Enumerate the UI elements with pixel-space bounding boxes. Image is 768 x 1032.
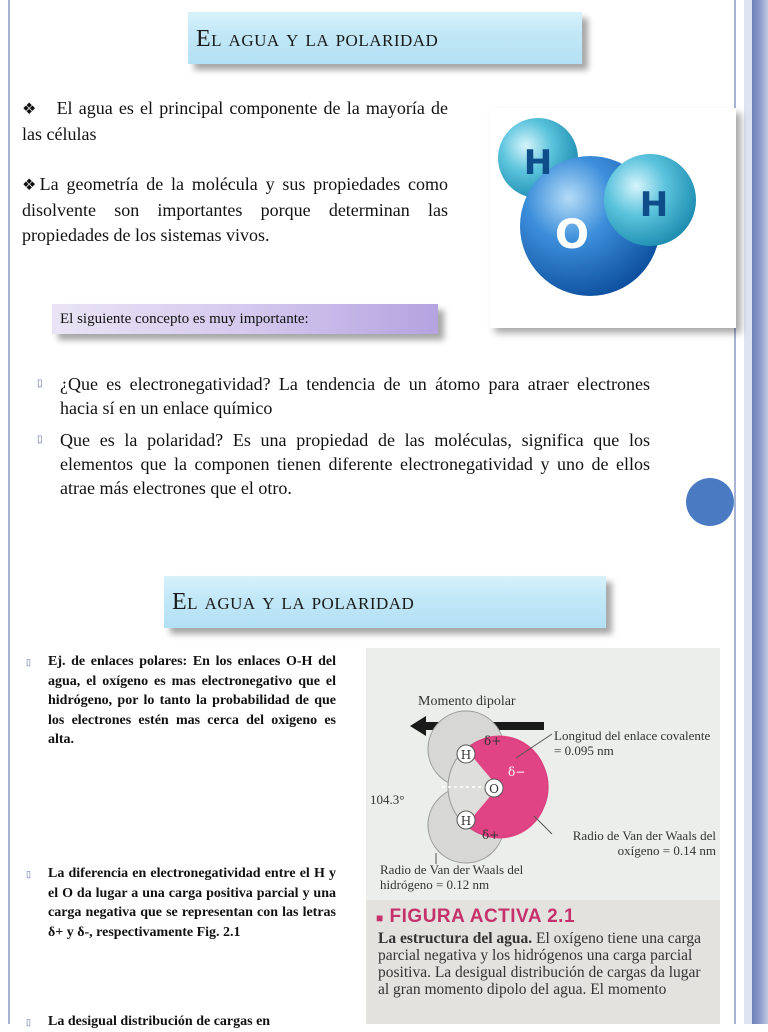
- vdw-hydrogen-label: Radio de Van der Waals del hidrógeno = 0.12 nm: [380, 862, 524, 892]
- question-polarity: Que es la polaridad? Es una propiedad de las moléculas, significa que los elementos que la componen tienen diferente electronegatividad y uno de ellos atrae más electrones que el otro.: [60, 430, 650, 498]
- svg-text:δ+: δ+: [482, 828, 500, 842]
- svg-text:H: H: [523, 143, 553, 183]
- question-electronegativity: ¿Que es electronegatividad? La tendencia de un átomo para atraer electrones hacia sí en un enlace químico: [60, 374, 650, 418]
- figure-caption: La estructura del agua. El oxígeno tiene una carga parcial negativa y los hidrógenos una carga parcial positiva. La desigual distribución de cargas da lugar al gran momento dipolo del agua. El momento: [378, 930, 701, 998]
- slide1-title: El agua y la polaridad: [196, 26, 439, 52]
- water-molecule-icon: [490, 108, 736, 328]
- important-note-box: [52, 304, 438, 334]
- dipole-moment-label: Momento dipolar: [418, 694, 516, 709]
- square-bullet-icon: ▯: [37, 434, 43, 445]
- square-bullet-icon: ▯: [26, 869, 31, 879]
- important-note-text: El siguiente concepto es muy importante:: [60, 311, 309, 327]
- svg-text:O: O: [554, 212, 590, 258]
- figure-heading: ■ FIGURA ACTIVA 2.1: [376, 906, 576, 927]
- svg-text:H: H: [460, 748, 472, 762]
- square-bullet-icon: ▯: [26, 657, 31, 667]
- frame-left-line: [8, 0, 10, 1024]
- slide2-bullet-polar-bonds: Ej. de enlaces polares: En los enlaces O-H del agua, el oxígeno es mas electronegativo que el hidrógeno, por lo tanto la probabilidad de que los electrones estén mas cerca del oxigeno es alta.: [48, 654, 336, 748]
- svg-text:δ+: δ+: [484, 734, 502, 748]
- diamond-bullet-icon: ❖: [22, 101, 39, 118]
- svg-text:O: O: [489, 782, 499, 796]
- vdw-oxygen-label: Radio de Van der Waals del oxígeno = 0.14 nm: [572, 828, 716, 858]
- bond-length-label: Longitud del enlace covalente = 0.095 nm: [554, 728, 711, 758]
- svg-text:H: H: [639, 185, 669, 225]
- slide1-bullet-2: ❖La geometría de la molécula y sus propiedades como disolvente son importantes porque determinan las propiedades de los sistemas vivos.: [22, 174, 448, 245]
- figure-caption-area: [366, 900, 720, 1024]
- slide2-title: El agua y la polaridad: [172, 589, 415, 615]
- slide2-bullet-partial-charges: La diferencia en electronegatividad entre el H y el O da lugar a una carga positiva parcial y una carga negativa que se representan con las letras δ+ y δ-, respectivamente Fig. 2.1: [48, 866, 336, 940]
- water-molecule-image: [490, 108, 736, 328]
- bond-angle-label: 104.3°: [370, 792, 405, 807]
- diamond-bullet-icon: ❖: [22, 177, 40, 194]
- svg-text:δ−: δ−: [508, 765, 526, 779]
- svg-text:H: H: [460, 814, 472, 828]
- slide1-bullet-1: ❖ El agua es el principal componente de la mayoría de las células: [22, 98, 449, 144]
- decorative-circle: [686, 478, 734, 526]
- square-bullet-icon: ▯: [37, 378, 43, 389]
- slide1-title-box: [188, 12, 582, 64]
- figure-2-1: [366, 648, 720, 1024]
- slide2-bullet-distribution: La desigual distribución de cargas en: [48, 1014, 271, 1029]
- frame-right-bar: [744, 0, 768, 1024]
- slide2-title-box: [164, 576, 606, 628]
- square-bullet-icon: ▯: [26, 1017, 31, 1027]
